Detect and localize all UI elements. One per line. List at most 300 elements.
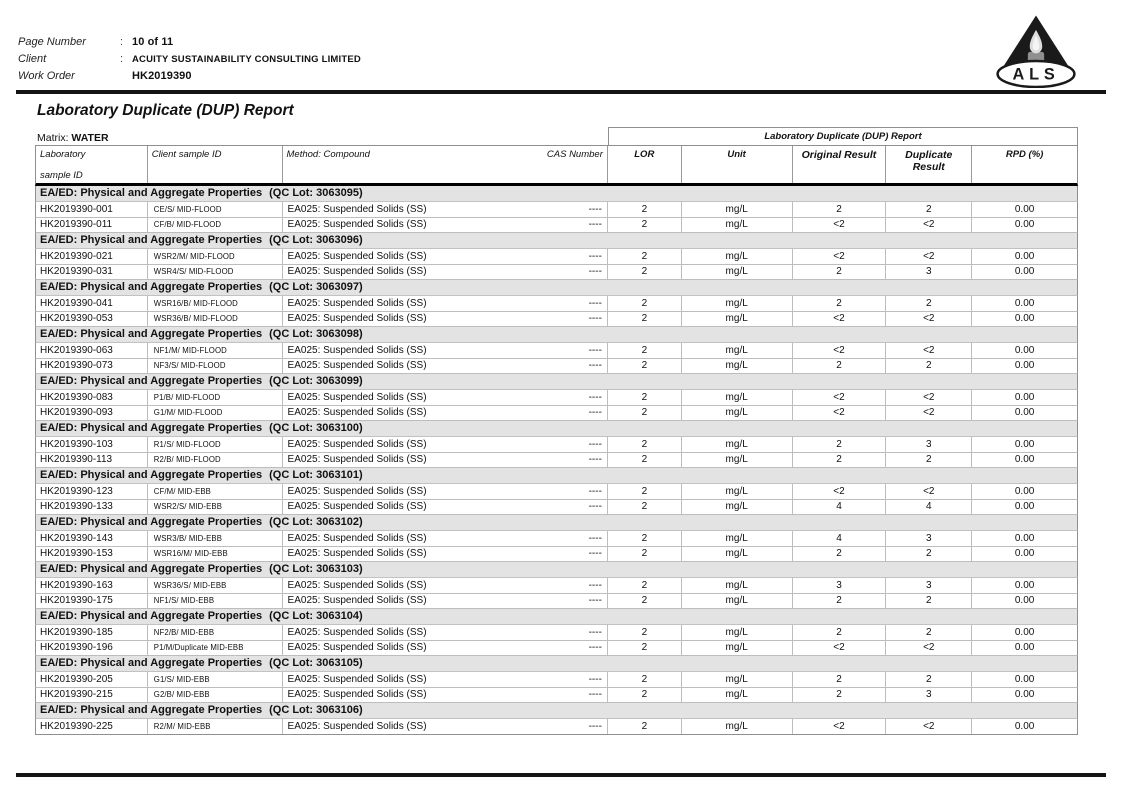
table-body xyxy=(35,186,1078,735)
rpd-cell: 0.00 xyxy=(1014,720,1035,732)
unit-cell: mg/L xyxy=(682,265,793,280)
rpd-cell: 0.00 xyxy=(1014,219,1035,231)
footer-rule xyxy=(16,773,1106,777)
lor-cell: 2 xyxy=(608,453,682,468)
duplicate-result-cell: 3 xyxy=(886,265,972,280)
duplicate-result-cell: <2 xyxy=(886,343,972,358)
method-cas-cell xyxy=(283,672,608,687)
rpd-cell: 0.00 xyxy=(1014,250,1035,262)
table-row xyxy=(35,500,1078,516)
client-id-cell: G1/S/ MID-EBB xyxy=(148,672,283,687)
lab-id-cell: HK2019390-031 xyxy=(36,265,148,280)
unit-cell: mg/L xyxy=(682,625,793,640)
rpd-cell: 0.00 xyxy=(1014,438,1035,450)
client-id-cell: NF1/S/ MID-EBB xyxy=(148,594,283,609)
rpd-cell: 0.00 xyxy=(1014,501,1035,513)
column-header-method-compound: Method: Compound xyxy=(286,149,370,160)
rpd-cell: 0.00 xyxy=(1014,454,1035,466)
page-number-label: Page Number xyxy=(18,36,86,48)
unit-cell: mg/L xyxy=(682,688,793,703)
unit-cell: mg/L xyxy=(682,500,793,515)
original-result-cell: <2 xyxy=(793,719,887,734)
rpd-cell: 0.00 xyxy=(1014,297,1035,309)
column-header-duplicate-result: Duplicate Result xyxy=(886,146,972,183)
table-span-header: Laboratory Duplicate (DUP) Report xyxy=(608,127,1078,145)
lor-cell: 2 xyxy=(608,641,682,656)
client-id-cell: R1/S/ MID-FLOOD xyxy=(148,437,283,452)
client-id-cell: CF/B/ MID-FLOOD xyxy=(148,218,283,233)
page-number-separator: : xyxy=(120,36,124,48)
duplicate-result-cell: <2 xyxy=(886,484,972,499)
cas-cell: ---- xyxy=(588,297,602,309)
cas-cell: ---- xyxy=(588,673,602,685)
logo-text: ALS xyxy=(1012,65,1060,84)
method-cas-cell xyxy=(283,312,608,327)
client-id-cell: R2/M/ MID-EBB xyxy=(148,719,283,734)
lab-id-cell: HK2019390-063 xyxy=(36,343,148,358)
method-cell: EA025: Suspended Solids (SS) xyxy=(287,579,427,591)
cas-cell: ---- xyxy=(588,250,602,262)
cas-cell: ---- xyxy=(588,454,602,466)
cas-cell: ---- xyxy=(588,266,602,278)
matrix-label: Matrix: xyxy=(37,132,69,144)
original-result-cell: <2 xyxy=(793,249,887,264)
lab-id-cell: HK2019390-205 xyxy=(36,672,148,687)
lab-id-cell: HK2019390-083 xyxy=(36,390,148,405)
column-header-unit: Unit xyxy=(682,146,793,183)
unit-cell: mg/L xyxy=(682,296,793,311)
table-row xyxy=(35,343,1078,359)
original-result-cell: 4 xyxy=(793,500,887,515)
qc-section-header xyxy=(35,233,1078,249)
original-result-cell: 2 xyxy=(793,296,887,311)
rpd-cell: 0.00 xyxy=(1014,548,1035,560)
method-cell: EA025: Suspended Solids (SS) xyxy=(287,673,427,685)
matrix-value: WATER xyxy=(71,132,109,144)
rpd-cell: 0.00 xyxy=(1014,203,1035,215)
original-result-cell: 2 xyxy=(793,453,887,468)
method-cell: EA025: Suspended Solids (SS) xyxy=(287,720,427,732)
table-row xyxy=(35,719,1078,735)
qc-section-title: EA/ED: Physical and Aggregate Properties xyxy=(40,563,263,575)
column-header-rpd: RPD (%) xyxy=(1005,149,1044,160)
duplicate-result-cell: 2 xyxy=(886,359,972,374)
qc-section-title: EA/ED: Physical and Aggregate Properties xyxy=(40,187,263,199)
qc-section-title: EA/ED: Physical and Aggregate Properties xyxy=(40,234,263,246)
cas-cell: ---- xyxy=(588,720,602,732)
lab-id-cell: HK2019390-196 xyxy=(36,641,148,656)
lab-id-cell: HK2019390-225 xyxy=(36,719,148,734)
cas-cell: ---- xyxy=(588,548,602,560)
cas-cell: ---- xyxy=(588,391,602,403)
lor-cell: 2 xyxy=(608,265,682,280)
cas-cell: ---- xyxy=(588,595,602,607)
original-result-cell: 2 xyxy=(793,202,887,217)
unit-cell: mg/L xyxy=(682,406,793,421)
column-header-laboratory-line2: sample ID xyxy=(40,170,83,181)
qc-section-header xyxy=(35,468,1078,484)
table-row xyxy=(35,265,1078,281)
table-row xyxy=(35,249,1078,265)
unit-cell: mg/L xyxy=(682,343,793,358)
qc-lot-label: (QC Lot: 3063104) xyxy=(269,610,363,622)
method-cas-cell xyxy=(283,343,608,358)
unit-cell: mg/L xyxy=(682,719,793,734)
duplicate-result-cell: <2 xyxy=(886,719,972,734)
table-row xyxy=(35,641,1078,657)
original-result-cell: 3 xyxy=(793,578,887,593)
qc-section-title: EA/ED: Physical and Aggregate Properties xyxy=(40,610,263,622)
client-id-cell: CF/M/ MID-EBB xyxy=(148,484,283,499)
duplicate-result-cell: 2 xyxy=(886,594,972,609)
qc-section-title: EA/ED: Physical and Aggregate Properties xyxy=(40,469,263,481)
method-cell: EA025: Suspended Solids (SS) xyxy=(287,360,427,372)
duplicate-result-cell: <2 xyxy=(886,312,972,327)
method-cas-cell xyxy=(283,296,608,311)
method-cell: EA025: Suspended Solids (SS) xyxy=(287,297,427,309)
client-id-cell: R2/B/ MID-FLOOD xyxy=(148,453,283,468)
rpd-cell: 0.00 xyxy=(1014,407,1035,419)
method-cas-cell xyxy=(283,484,608,499)
table-row xyxy=(35,688,1078,704)
lab-id-cell: HK2019390-053 xyxy=(36,312,148,327)
lab-id-cell: HK2019390-163 xyxy=(36,578,148,593)
duplicate-result-cell: 3 xyxy=(886,531,972,546)
unit-cell: mg/L xyxy=(682,594,793,609)
client-id-cell: WSR3/B/ MID-EBB xyxy=(148,531,283,546)
client-id-cell: WSR2/M/ MID-FLOOD xyxy=(148,249,283,264)
cas-cell: ---- xyxy=(588,219,602,231)
rpd-cell: 0.00 xyxy=(1014,579,1035,591)
table-row xyxy=(35,437,1078,453)
client-id-cell: G2/B/ MID-EBB xyxy=(148,688,283,703)
client-id-cell: P1/B/ MID-FLOOD xyxy=(148,390,283,405)
client-id-cell: NF2/B/ MID-EBB xyxy=(148,625,283,640)
lor-cell: 2 xyxy=(608,500,682,515)
method-cell: EA025: Suspended Solids (SS) xyxy=(287,344,427,356)
original-result-cell: <2 xyxy=(793,406,887,421)
work-order-row xyxy=(18,70,361,87)
table-row xyxy=(35,453,1078,469)
duplicate-result-cell: <2 xyxy=(886,218,972,233)
method-cell: EA025: Suspended Solids (SS) xyxy=(287,391,427,403)
table-header-row xyxy=(35,145,1078,186)
lab-id-cell: HK2019390-113 xyxy=(36,453,148,468)
lor-cell: 2 xyxy=(608,406,682,421)
qc-lot-label: (QC Lot: 3063100) xyxy=(269,422,363,434)
method-cas-cell xyxy=(283,578,608,593)
table-row xyxy=(35,296,1078,312)
qc-section-header xyxy=(35,327,1078,343)
qc-lot-label: (QC Lot: 3063105) xyxy=(269,657,363,669)
lab-id-cell: HK2019390-011 xyxy=(36,218,148,233)
qc-lot-label: (QC Lot: 3063097) xyxy=(269,281,363,293)
original-result-cell: <2 xyxy=(793,312,887,327)
client-id-cell: WSR36/S/ MID-EBB xyxy=(148,578,283,593)
column-header-laboratory-line1: Laboratory xyxy=(40,149,86,160)
method-cas-cell xyxy=(283,202,608,217)
unit-cell: mg/L xyxy=(682,547,793,562)
lab-id-cell: HK2019390-021 xyxy=(36,249,148,264)
rpd-cell: 0.00 xyxy=(1014,485,1035,497)
page-number-row xyxy=(18,36,361,53)
lor-cell: 2 xyxy=(608,359,682,374)
table-row xyxy=(35,578,1078,594)
lor-cell: 2 xyxy=(608,531,682,546)
method-cas-cell xyxy=(283,500,608,515)
cas-cell: ---- xyxy=(588,501,602,513)
lor-cell: 2 xyxy=(608,688,682,703)
client-id-cell: WSR16/M/ MID-EBB xyxy=(148,547,283,562)
qc-lot-label: (QC Lot: 3063106) xyxy=(269,704,363,716)
duplicate-result-cell: <2 xyxy=(886,406,972,421)
original-result-cell: 2 xyxy=(793,359,887,374)
method-cell: EA025: Suspended Solids (SS) xyxy=(287,250,427,262)
cas-cell: ---- xyxy=(588,313,602,325)
lor-cell: 2 xyxy=(608,202,682,217)
duplicate-result-cell: 2 xyxy=(886,453,972,468)
unit-cell: mg/L xyxy=(682,531,793,546)
original-result-cell: <2 xyxy=(793,218,887,233)
lor-cell: 2 xyxy=(608,437,682,452)
duplicate-result-cell: <2 xyxy=(886,249,972,264)
cas-cell: ---- xyxy=(588,626,602,638)
column-header-original-result: Original Result xyxy=(793,146,887,183)
client-id-cell: WSR2/S/ MID-EBB xyxy=(148,500,283,515)
cas-cell: ---- xyxy=(588,579,602,591)
table-row xyxy=(35,359,1078,375)
qc-section-header xyxy=(35,421,1078,437)
duplicate-result-cell: 2 xyxy=(886,296,972,311)
rpd-cell: 0.00 xyxy=(1014,689,1035,701)
client-id-cell: WSR36/B/ MID-FLOOD xyxy=(148,312,283,327)
method-cas-cell xyxy=(283,390,608,405)
method-cell: EA025: Suspended Solids (SS) xyxy=(287,595,427,607)
column-header-method-cas xyxy=(283,146,608,183)
method-cas-cell xyxy=(283,265,608,280)
column-header-cas-number: CAS Number xyxy=(546,149,603,160)
method-cas-cell xyxy=(283,719,608,734)
client-row xyxy=(18,53,361,70)
lor-cell: 2 xyxy=(608,625,682,640)
method-cas-cell xyxy=(283,218,608,233)
lor-cell: 2 xyxy=(608,218,682,233)
qc-section-title: EA/ED: Physical and Aggregate Properties xyxy=(40,657,263,669)
table-row xyxy=(35,484,1078,500)
qc-section-title: EA/ED: Physical and Aggregate Properties xyxy=(40,516,263,528)
rpd-cell: 0.00 xyxy=(1014,360,1035,372)
qc-section-header xyxy=(35,656,1078,672)
client-id-cell: NF3/S/ MID-FLOOD xyxy=(148,359,283,374)
method-cell: EA025: Suspended Solids (SS) xyxy=(287,501,427,513)
lor-cell: 2 xyxy=(608,672,682,687)
unit-cell: mg/L xyxy=(682,359,793,374)
duplicate-result-cell: <2 xyxy=(886,641,972,656)
cas-cell: ---- xyxy=(588,532,602,544)
table-row xyxy=(35,406,1078,422)
lor-cell: 2 xyxy=(608,578,682,593)
duplicate-result-cell: 3 xyxy=(886,688,972,703)
method-cell: EA025: Suspended Solids (SS) xyxy=(287,407,427,419)
lab-id-cell: HK2019390-175 xyxy=(36,594,148,609)
cas-cell: ---- xyxy=(588,203,602,215)
page-title: Laboratory Duplicate (DUP) Report xyxy=(37,102,294,119)
qc-lot-label: (QC Lot: 3063099) xyxy=(269,375,363,387)
client-value: ACUITY SUSTAINABILITY CONSULTING LIMITED xyxy=(132,54,361,65)
qc-lot-label: (QC Lot: 3063095) xyxy=(269,187,363,199)
method-cas-cell xyxy=(283,594,608,609)
original-result-cell: 4 xyxy=(793,531,887,546)
lab-id-cell: HK2019390-143 xyxy=(36,531,148,546)
column-header-lor: LOR xyxy=(608,146,682,183)
client-label: Client xyxy=(18,53,47,65)
table-row xyxy=(35,672,1078,688)
original-result-cell: 2 xyxy=(793,437,887,452)
unit-cell: mg/L xyxy=(682,249,793,264)
lab-id-cell: HK2019390-093 xyxy=(36,406,148,421)
method-cell: EA025: Suspended Solids (SS) xyxy=(287,485,427,497)
client-id-cell: CE/S/ MID-FLOOD xyxy=(148,202,283,217)
lab-id-cell: HK2019390-215 xyxy=(36,688,148,703)
qc-lot-label: (QC Lot: 3063103) xyxy=(269,563,363,575)
table-row xyxy=(35,390,1078,406)
lab-id-cell: HK2019390-001 xyxy=(36,202,148,217)
qc-section-header xyxy=(35,186,1078,202)
rpd-cell: 0.00 xyxy=(1014,595,1035,607)
qc-lot-label: (QC Lot: 3063098) xyxy=(269,328,363,340)
qc-lot-label: (QC Lot: 3063101) xyxy=(269,469,363,481)
method-cell: EA025: Suspended Solids (SS) xyxy=(287,454,427,466)
method-cas-cell xyxy=(283,406,608,421)
lab-id-cell: HK2019390-073 xyxy=(36,359,148,374)
method-cell: EA025: Suspended Solids (SS) xyxy=(287,219,427,231)
rpd-cell: 0.00 xyxy=(1014,266,1035,278)
lab-id-cell: HK2019390-103 xyxy=(36,437,148,452)
lab-id-cell: HK2019390-041 xyxy=(36,296,148,311)
cas-cell: ---- xyxy=(588,485,602,497)
original-result-cell: 2 xyxy=(793,625,887,640)
als-logo-graphic xyxy=(988,12,1084,88)
lor-cell: 2 xyxy=(608,719,682,734)
duplicate-result-cell: 2 xyxy=(886,202,972,217)
qc-lot-label: (QC Lot: 3063096) xyxy=(269,234,363,246)
unit-cell: mg/L xyxy=(682,437,793,452)
unit-cell: mg/L xyxy=(682,672,793,687)
lor-cell: 2 xyxy=(608,296,682,311)
method-cell: EA025: Suspended Solids (SS) xyxy=(287,626,427,638)
lor-cell: 2 xyxy=(608,312,682,327)
lor-cell: 2 xyxy=(608,390,682,405)
lor-cell: 2 xyxy=(608,547,682,562)
page-header xyxy=(18,36,361,87)
lor-cell: 2 xyxy=(608,594,682,609)
method-cas-cell xyxy=(283,688,608,703)
duplicate-result-cell: 2 xyxy=(886,625,972,640)
original-result-cell: 2 xyxy=(793,688,887,703)
lor-cell: 2 xyxy=(608,249,682,264)
rpd-cell: 0.00 xyxy=(1014,626,1035,638)
unit-cell: mg/L xyxy=(682,578,793,593)
lab-id-cell: HK2019390-133 xyxy=(36,500,148,515)
cas-cell: ---- xyxy=(588,407,602,419)
original-result-cell: 2 xyxy=(793,594,887,609)
original-result-cell: 2 xyxy=(793,547,887,562)
duplicate-result-cell: 2 xyxy=(886,547,972,562)
unit-cell: mg/L xyxy=(682,390,793,405)
rpd-cell: 0.00 xyxy=(1014,673,1035,685)
duplicate-result-cell: 3 xyxy=(886,578,972,593)
qc-section-title: EA/ED: Physical and Aggregate Properties xyxy=(40,375,263,387)
qc-section-header xyxy=(35,703,1078,719)
method-cas-cell xyxy=(283,547,608,562)
table-row xyxy=(35,312,1078,328)
table-row xyxy=(35,531,1078,547)
als-logo xyxy=(988,12,1084,88)
rpd-cell: 0.00 xyxy=(1014,344,1035,356)
table-row xyxy=(35,202,1078,218)
cas-cell: ---- xyxy=(588,438,602,450)
column-header-laboratory-sample-id xyxy=(36,146,148,183)
method-cas-cell xyxy=(283,453,608,468)
method-cas-cell xyxy=(283,359,608,374)
qc-section-title: EA/ED: Physical and Aggregate Properties xyxy=(40,422,263,434)
duplicate-result-cell: <2 xyxy=(886,390,972,405)
qc-section-title: EA/ED: Physical and Aggregate Properties xyxy=(40,328,263,340)
method-cas-cell xyxy=(283,625,608,640)
lab-id-cell: HK2019390-185 xyxy=(36,625,148,640)
original-result-cell: 2 xyxy=(793,265,887,280)
unit-cell: mg/L xyxy=(682,218,793,233)
original-result-cell: <2 xyxy=(793,641,887,656)
client-id-cell: WSR4/S/ MID-FLOOD xyxy=(148,265,283,280)
table-row xyxy=(35,625,1078,641)
original-result-cell: <2 xyxy=(793,484,887,499)
method-cas-cell xyxy=(283,437,608,452)
client-separator: : xyxy=(120,53,124,65)
table-row xyxy=(35,594,1078,610)
method-cas-cell xyxy=(283,641,608,656)
qc-lot-label: (QC Lot: 3063102) xyxy=(269,516,363,528)
lab-id-cell: HK2019390-123 xyxy=(36,484,148,499)
unit-cell: mg/L xyxy=(682,453,793,468)
method-cas-cell xyxy=(283,249,608,264)
lor-cell: 2 xyxy=(608,484,682,499)
rpd-cell: 0.00 xyxy=(1014,642,1035,654)
lor-cell: 2 xyxy=(608,343,682,358)
method-cell: EA025: Suspended Solids (SS) xyxy=(287,642,427,654)
cas-cell: ---- xyxy=(588,689,602,701)
table-row xyxy=(35,218,1078,234)
work-order-label: Work Order xyxy=(18,70,75,82)
cas-cell: ---- xyxy=(588,642,602,654)
qc-section-title: EA/ED: Physical and Aggregate Properties xyxy=(40,281,263,293)
qc-section-header xyxy=(35,515,1078,531)
cas-cell: ---- xyxy=(588,344,602,356)
dup-report-table xyxy=(35,127,1078,735)
original-result-cell: <2 xyxy=(793,343,887,358)
original-result-cell: <2 xyxy=(793,390,887,405)
rpd-cell: 0.00 xyxy=(1014,532,1035,544)
duplicate-result-cell: 3 xyxy=(886,437,972,452)
qc-section-header xyxy=(35,609,1078,625)
method-cell: EA025: Suspended Solids (SS) xyxy=(287,438,427,450)
method-cell: EA025: Suspended Solids (SS) xyxy=(287,266,427,278)
work-order-value: HK2019390 xyxy=(132,70,192,82)
method-cell: EA025: Suspended Solids (SS) xyxy=(287,548,427,560)
original-result-cell: 2 xyxy=(793,672,887,687)
client-id-cell: NF1/M/ MID-FLOOD xyxy=(148,343,283,358)
client-id-cell: P1/M/Duplicate MID-EBB xyxy=(148,641,283,656)
